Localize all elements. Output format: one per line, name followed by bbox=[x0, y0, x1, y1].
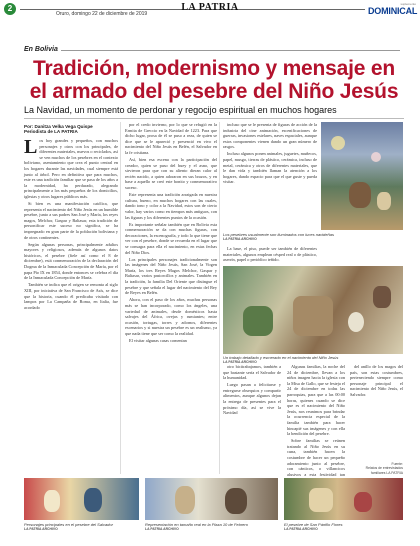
paragraph: Los principales personajes tradicionalmente son las imágenes del Niño Jesús, San José, la Virgen María, los tres Reyes Magos Melchor, Gaspar y Baltasar, varios pastorcillos y animales. También en la tradición, la familia Del Oriente que distingue el pesebre y que señala el lugar del nacimiento del Rey de Reyes en Belén. bbox=[125, 256, 217, 296]
scene-element bbox=[348, 312, 364, 332]
figure-silhouette bbox=[84, 488, 102, 512]
figure-silhouette bbox=[225, 488, 247, 514]
section-rule bbox=[61, 50, 400, 51]
paragraph: También se indica que el origen se remonta al siglo XIII, por iniciativa de San Francisco de Asís, se dice que la historia, cuando él predicaba visitado con lampos por La Campaña de Roma, en Italia, fue acordado bbox=[24, 282, 118, 310]
scene-element bbox=[354, 492, 372, 512]
article-column-1 bbox=[24, 138, 118, 480]
source-credit bbox=[350, 462, 403, 475]
subtitle-rule bbox=[24, 118, 404, 119]
paragraph: del anillo de los magos del país, son estas costumbres, perteneciendo siempre como personaje principal el nacimiento del Niño Jesús, el Salvador. bbox=[350, 364, 403, 397]
article-title: Tradición, modernismo y mensaje en el armado del pesebre del Niño Jesús bbox=[29, 57, 399, 103]
caption-credit: LA PATRIA ARCHIVO bbox=[24, 527, 58, 531]
scene-element bbox=[243, 306, 273, 336]
paragraph: Si bien es una manifestación católica, que representa el nacimiento del Niño Jesús en un humilde pesebre, junto a sus padres San José y María, los reyes magos, Melchor, Gaspar y Baltasar, esta tradición de personificar este suceso no significa, se ha impregnado en gran parte de la población boliviana y de otros continentes. bbox=[24, 201, 118, 240]
page-number: 2 bbox=[4, 3, 16, 15]
caption-text: Personajes principales en el pesebre del Salvador bbox=[24, 522, 113, 527]
photo-san-panfilo-pesebre bbox=[284, 478, 403, 520]
paragraph: por el credo invierno, por lo que se refugió en la Ermita de Greccio en la Navidad de 1223. Para que dicho lugar, prosa de él se puso a reza, de quien se dice que se le apareció y presenció en vivo el nacimiento del Niño Jesús en Belén, el Salvador en la fe cristiana. bbox=[125, 122, 217, 155]
caption-credit: LA PATRIA ARCHIVO bbox=[145, 527, 179, 531]
photo-main-characters bbox=[24, 478, 139, 520]
byline-org: Periodista de LA PATRIA bbox=[24, 129, 78, 135]
paragraph: La base, el piso, puede ser también de diferentes materiales, algunos emplean césped real o de plástico, aserrín, papel o periódico teñido. bbox=[223, 246, 317, 263]
drop-cap: L bbox=[24, 136, 38, 158]
page-header bbox=[0, 0, 420, 36]
caption-text: El pesebre de San Pánfilo Flores bbox=[284, 522, 343, 527]
paragraph: Incluso algunos ponen animales, juguetes, muñecos, papel, musgo, tierras de plástico, cerámica, incluso de metal, cerámica y otros de diferentes materiales, que le dan vida y también llaman la atención a los hogares, dando espacio para que el que guste y pueda visitar. bbox=[223, 151, 317, 185]
paragraph: Este representa una tradición arraigada en nuestra cultura, bueno, en muchos hogares con las cuales, dando tono y color a la Navidad, estos son de cierto valor, hay varios como en tiempos más antiguos, con las figuras y los diferentes puntos de la ocasión. bbox=[125, 192, 217, 220]
article-column-lower-3 bbox=[350, 364, 403, 462]
credit-line: Fuente: bbox=[391, 462, 403, 466]
caption-text: Representación en tamaño real en la Plaza 10 de Febrero bbox=[145, 522, 248, 527]
paragraph: Ahora, con el paso de los años, muchas personas más se han incorporado, como los ángeles, una variedad de animales, desde domésticos hasta salvajes del África, ovejas y rumiantes; entre ocasión, tortugas, torres y adornos, diferentes escenarios y si nuestra un pesebre es un realismo, ya que nada tiene que ser como la realidad. bbox=[125, 297, 217, 336]
light-glow bbox=[331, 136, 345, 150]
byline bbox=[24, 124, 114, 135]
article-column-2 bbox=[125, 122, 217, 484]
photo-caption bbox=[145, 522, 278, 532]
caption-credit: LA PATRIA ARCHIVO bbox=[284, 527, 318, 531]
credit-line: Relatos de entrevistados bbox=[365, 466, 403, 471]
article-column-3-continued bbox=[223, 246, 317, 264]
caption-credit: LA PATRIA ARCHIVO bbox=[223, 237, 257, 241]
scene-element bbox=[309, 488, 333, 512]
article-subtitle: La Navidad, un momento de perdonar y regocijo espiritual en muchos hogares bbox=[24, 105, 337, 115]
paragraph: Sobre familias se reúnen tratando al Niño Jesús en su cuna, también hacen la costumbre de hacer un pequeño adoramiento junto al pesebre, con cánticos, o villancicos alusivos a esta festividad tan bbox=[287, 438, 345, 477]
credit-line: familiares LA PATRIA bbox=[370, 470, 403, 475]
caption-credit: LA PATRIA ARCHIVO bbox=[223, 360, 257, 364]
figure-silhouette bbox=[377, 192, 391, 210]
figure-silhouette bbox=[175, 486, 195, 514]
photo-caption bbox=[223, 232, 403, 242]
photo-pesebre-lights bbox=[321, 122, 403, 230]
light-glow bbox=[371, 152, 381, 162]
paragraph: El visitar algunas casas comentan bbox=[129, 337, 187, 343]
photo-caption bbox=[284, 522, 403, 532]
column-divider bbox=[120, 122, 121, 474]
paragraph: Algunas familias, la noche del 24 de diciembre, llevan a los niños imagen hacia la iglesia con la Misa de Gallo, que se festeja el 24 de diciembre en todas las parroquias, para que a las 00:00 horas, quienes cuando se dice que es el nacimiento del Niño Jesús, nos reunimos para brindar la ocurrencia especial de la familia también para hacer hincapié sus imágenes y con ella la bendición del pesebre. bbox=[287, 364, 345, 437]
masthead: LA PATRIA bbox=[181, 2, 239, 13]
supplement-small-label: suplemento bbox=[400, 2, 416, 6]
figure-silhouette bbox=[44, 490, 60, 512]
paragraph: Es importante señalar también que en Bolivia esta conmemoración se da con muchas figuras, con decoraciones, la escenografía, y todo lo que tiene que ver con el pesebre, donde se recuerda en el lugar que se consagra para ella el nacimiento, en estas fechas del Niño Dios. bbox=[125, 221, 217, 255]
supplement-name: DOMINICAL bbox=[368, 6, 418, 16]
scene-element bbox=[293, 296, 333, 336]
paragraph: otro bicitrabajamos, también a que bastante sería el Salvador de la humanidad. bbox=[223, 364, 281, 381]
paragraph: Así, bien esa escena con la participación del creador, quien se puso del buey y el asno, que sirvieron para que con su aliento dieran calor al recién nacido, a quien adoraron en sus brazos, y en base a aquello se creó este bonito y conmemorativo suceso. bbox=[125, 157, 217, 191]
figure-silhouette bbox=[349, 182, 371, 208]
column-divider bbox=[219, 122, 220, 474]
caption-text: Un trabajo detallado y esmerado en el nacimiento del Niño Jesús bbox=[223, 355, 339, 360]
article-column-lower-2 bbox=[287, 364, 345, 477]
paragraph: Luego pasan a felicitarse y entregarse obsequios y compartir alimentos, aunque algunos dejan la entrega de presentes para el próximo día, así se vive la Navidad bbox=[223, 382, 281, 416]
paragraph: Según algunas personas, principalmente adultos mayores y religiosos, además de algunos datos históricos, el pesebre (fiele así como el 8 de diciembre), está conmemoración de la declaración del Dogma de la Inmaculada Concepción de María, por el papa Pío IX en 1854, donde entonces se celebra el día de la Inmaculada Concepción de María. bbox=[24, 241, 118, 281]
dateline: Oruro, domingo 22 de diciembre de 2019 bbox=[56, 11, 148, 17]
article-column-lower-1 bbox=[223, 364, 281, 474]
paragraph: incluso que se le presenta de figuras de acción de la industria del cine animación, escenificaciones de guerras, invasiones estelares, naves espaciales, aunque estos componentes vienen dando un gran número de rasgos. bbox=[223, 122, 317, 150]
scene-element bbox=[373, 286, 391, 308]
caption-text: Los pesebres usualmente son iluminados con luces navideñas bbox=[223, 232, 334, 237]
paragraph-text: os hoy grandes y pequeños, con muchos personajes y otros con los principales, de diferentes materiales, nuevos o reciclados, así se ven muchos de los pesebres en el contexto boliviano, asentamiento que crea el punto central en los hogares durante las navidades, cual siempre está junto al árbol. Pero en definitiva que para muchos, este es una tradición familiar que se pasa de los años a la modernidad, ha perdurado, alegrando principalmente a los más pequeños de los domicilios, iglesias y otros lugares públicos más. bbox=[24, 138, 118, 199]
photo-detailed-nativity bbox=[223, 266, 403, 354]
paragraph bbox=[24, 138, 118, 200]
supplement-logo bbox=[368, 2, 416, 16]
section-label: En Bolivia bbox=[24, 46, 58, 53]
article-column-3 bbox=[223, 122, 317, 246]
photo-caption bbox=[24, 522, 139, 532]
byline-author: Por: Danitza Velka Vega Quispe bbox=[24, 124, 93, 129]
photo-life-size-nativity bbox=[145, 478, 278, 520]
